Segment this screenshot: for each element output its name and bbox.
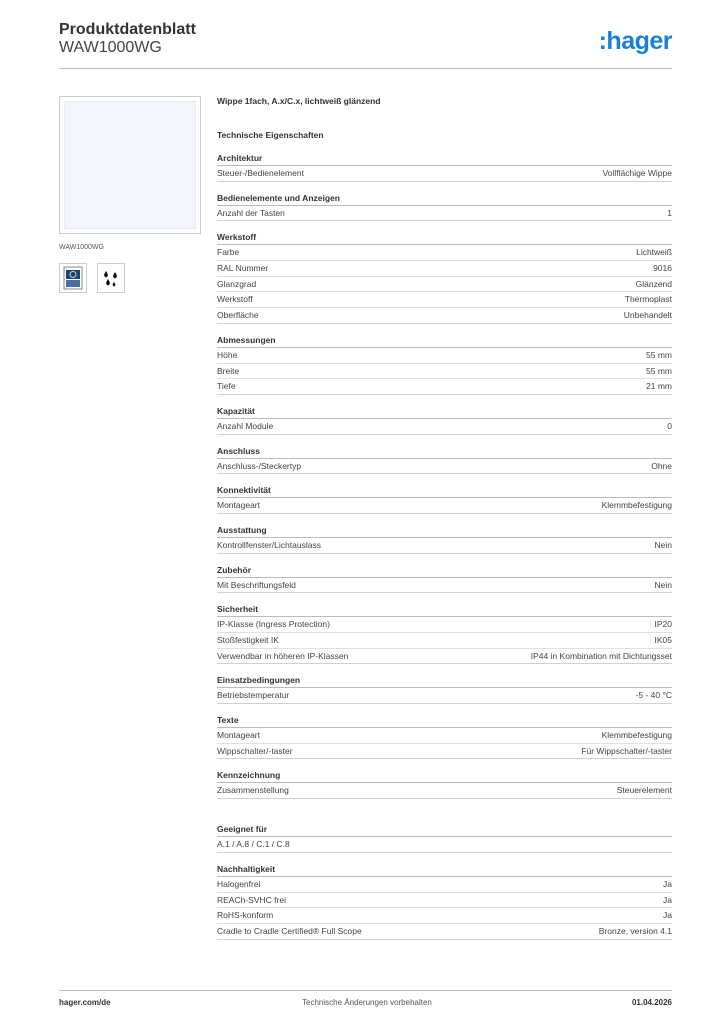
spec-section [217, 151, 672, 182]
spec-label: Anschluss-/Steckertyp [217, 460, 302, 471]
spec-section [217, 563, 672, 594]
spec-row [217, 459, 672, 475]
spec-sections [217, 151, 672, 940]
spec-label: A.1 / A.8 / C.1 / C.8 [217, 839, 290, 850]
spec-value: Lichtweiß [636, 247, 672, 258]
spec-label: Wippschalter/-taster [217, 745, 293, 756]
spec-value: Klemmbefestigung [601, 500, 672, 511]
spec-value: 1 [667, 207, 672, 218]
spec-label: Breite [217, 365, 240, 376]
spec-label: Farbe [217, 247, 240, 258]
spec-value: Ja [663, 894, 672, 905]
cradle-to-cradle-icon [59, 263, 87, 293]
spec-row [217, 308, 672, 324]
spec-section [217, 191, 672, 222]
footer-website: hager.com/de [59, 998, 111, 1007]
spec-row [217, 245, 672, 261]
spec-value: Für Wippschalter/-taster [581, 745, 672, 756]
spec-label: Höhe [217, 349, 238, 360]
spec-label: Montageart [217, 730, 260, 741]
spec-row [217, 498, 672, 514]
hager-logo: :hager [598, 27, 672, 55]
spec-value: Ja [663, 878, 672, 889]
spec-section [217, 483, 672, 514]
spec-label: Cradle to Cradle Certified® Full Scope [217, 925, 362, 936]
spec-row [217, 877, 672, 893]
section-title: Bedienelemente und Anzeigen [217, 191, 672, 206]
water-drops-icon [97, 263, 125, 293]
spec-row [217, 924, 672, 940]
section-title: Anschluss [217, 444, 672, 459]
spec-label: Halogenfrei [217, 878, 261, 889]
spec-row [217, 728, 672, 744]
spec-row [217, 783, 672, 799]
product-image-plate [64, 101, 196, 229]
spec-section [217, 822, 672, 853]
spec-value: IK05 [654, 635, 672, 645]
spec-section [217, 602, 672, 664]
section-title: Zubehör [217, 563, 672, 578]
spec-label: RoHS-konform [217, 910, 274, 921]
spec-row [217, 348, 672, 364]
spec-label: Mit Beschriftungsfeld [217, 579, 296, 590]
spec-label: Zusammenstellung [217, 785, 289, 796]
spec-row [217, 837, 672, 853]
spec-value: Ja [663, 910, 672, 921]
spec-label: Tiefe [217, 381, 236, 392]
doc-title: Produktdatenblatt [59, 21, 196, 38]
section-title: Werkstoff [217, 230, 672, 245]
spec-section [217, 673, 672, 704]
spec-value: Nein [654, 539, 672, 550]
spec-label: REACh-SVHC frei [217, 894, 286, 905]
spec-value: Ohne [651, 460, 672, 471]
spec-value: Unbehandelt [623, 310, 672, 321]
footer-divider [59, 990, 672, 991]
header-divider [59, 68, 672, 69]
spec-value: Steuerelement [616, 785, 672, 796]
product-code: WAW1000WG [59, 39, 162, 56]
section-title: Kennzeichnung [217, 768, 672, 783]
spec-value: 9016 [653, 263, 672, 274]
spec-row [217, 364, 672, 380]
footer-date: 01.04.2026 [631, 998, 672, 1007]
spec-row [217, 538, 672, 554]
spec-section [217, 768, 672, 799]
spec-row [217, 379, 672, 395]
spec-value: IP20 [654, 619, 672, 630]
spec-label: Montageart [217, 500, 260, 511]
spec-value: 21 mm [646, 381, 672, 392]
spec-value: Vollflächige Wippe [602, 168, 672, 178]
spec-label: Steuer-/Bedienelement [217, 168, 304, 178]
spec-value: 55 mm [646, 365, 672, 376]
spec-value: 0 [667, 420, 672, 431]
spec-label: RAL Nummer [217, 263, 269, 274]
spec-label: Betriebstemperatur [217, 690, 290, 701]
section-title: Ausstattung [217, 523, 672, 538]
section-title: Architektur [217, 151, 672, 166]
spec-row [217, 166, 672, 182]
section-title: Einsatzbedingungen [217, 673, 672, 688]
spec-row [217, 261, 672, 277]
spec-label: Verwendbar in höheren IP-Klassen [217, 650, 349, 661]
spec-value: Nein [654, 579, 672, 590]
spec-label: Kontrollfenster/Lichtauslass [217, 539, 321, 550]
spec-row [217, 292, 672, 308]
spec-row [217, 649, 672, 665]
spec-section [217, 523, 672, 554]
spec-value: Thermoplast [624, 294, 672, 305]
section-title: Geeignet für [217, 822, 672, 837]
spec-label: Anzahl Module [217, 420, 274, 431]
spec-section [217, 404, 672, 435]
spec-row [217, 893, 672, 909]
section-title: Kapazität [217, 404, 672, 419]
spec-value: Klemmbefestigung [601, 730, 672, 741]
spec-value: 55 mm [646, 349, 672, 360]
section-title: Nachhaltigkeit [217, 862, 672, 877]
spec-row [217, 688, 672, 704]
tech-properties-title: Technische Eigenschaften [217, 130, 324, 140]
spec-section [217, 713, 672, 759]
spec-value: IP44 in Kombination mit Dichtungsset [530, 650, 672, 661]
spec-label: IP-Klasse (Ingress Protection) [217, 619, 330, 630]
product-image-caption: WAW1000WG [59, 244, 104, 251]
spec-value: Glänzend [635, 278, 672, 289]
spec-row [217, 908, 672, 924]
section-title: Konnektivität [217, 483, 672, 498]
spec-label: Oberfläche [217, 310, 259, 321]
spec-value: Bronze, version 4.1 [598, 925, 672, 936]
spec-row [217, 419, 672, 435]
spec-row [217, 744, 672, 760]
spec-row [217, 617, 672, 633]
spec-section [217, 230, 672, 323]
spec-row [217, 633, 672, 649]
section-title: Sicherheit [217, 602, 672, 617]
product-subtitle: Wippe 1fach, A.x/C.x, lichtweiß glänzend [217, 96, 381, 106]
spec-row [217, 578, 672, 594]
section-title: Texte [217, 713, 672, 728]
spec-section [217, 444, 672, 475]
spec-content [217, 95, 672, 940]
section-title: Abmessungen [217, 333, 672, 348]
spec-label: Stoßfestigkeit IK [217, 635, 279, 645]
spec-section [217, 862, 672, 940]
product-image [59, 96, 201, 234]
spec-value: -5 - 40 °C [635, 690, 672, 701]
spec-section [217, 333, 672, 395]
spec-label: Anzahl der Tasten [217, 207, 285, 218]
footer-disclaimer: Technische Änderungen vorbehalten [302, 998, 432, 1007]
spec-label: Glanzgrad [217, 278, 257, 289]
spec-row [217, 206, 672, 222]
spec-row [217, 277, 672, 293]
spec-label: Werkstoff [217, 294, 253, 305]
